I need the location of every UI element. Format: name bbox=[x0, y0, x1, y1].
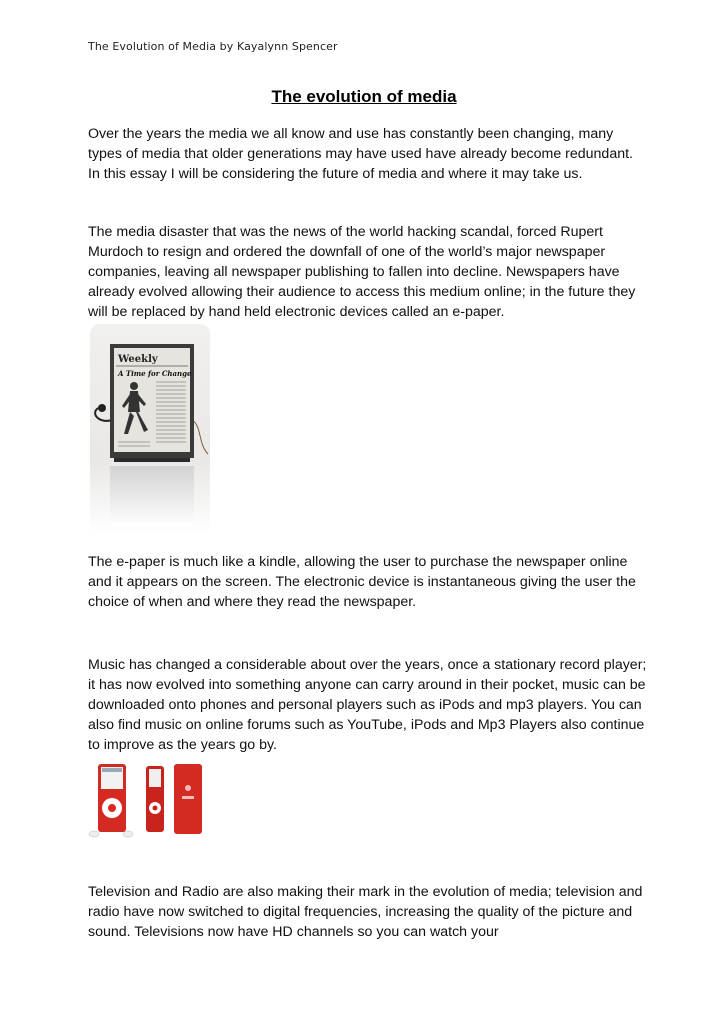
paragraph-e-paper: The e-paper is much like a kindle, allowing the user to purchase the newspaper online and it appears on the screen. The electronic device is instantaneous giving the user the choice of when and where they read the newspaper. bbox=[88, 554, 636, 610]
page-header: The Evolution of Media by Kayalynn Spencer bbox=[88, 40, 338, 53]
paragraph-music: Music has changed a considerable about over the years, once a stationary record player; it has now evolved into something anyone can carry around in their pocket, music can be downloaded onto phones and personal players such as iPods and mp3 players. You can also find music on online forums such as YouTube, iPods and Mp3 Players also continue to improve as the years go by. bbox=[88, 657, 647, 753]
e-paper-device-image bbox=[90, 324, 210, 534]
svg-text:Weekly: Weekly bbox=[118, 354, 158, 365]
document-title: The evolution of media bbox=[271, 87, 457, 106]
svg-text:A Time for Change: A Time for Change bbox=[118, 369, 192, 378]
red-ipod-nano-image bbox=[88, 760, 206, 840]
paragraph-tv-radio: Television and Radio are also making their mark in the evolution of media; television and radio have now switched to digital frequencies, increasing the quality of the picture and sound. Televisions now have HD channels so you can watch your bbox=[88, 884, 643, 940]
paragraph-newspaper: The media disaster that was the news of the world hacking scandal, forced Rupert Murdoch to resign and ordered the downfall of one of the world’s major newspaper companies, leaving all newspaper publishing to fallen into decline. Newspapers have already evolved allowing their audience to access this medium online; in the future they will be replaced by hand held electronic devices called an e-paper. bbox=[88, 224, 636, 320]
paragraph-intro: Over the years the media we all know and use has constantly been changing, many types of media that older generations may have used have already become redundant. In this essay I will be considering the future of media and where it may take us. bbox=[88, 126, 633, 182]
